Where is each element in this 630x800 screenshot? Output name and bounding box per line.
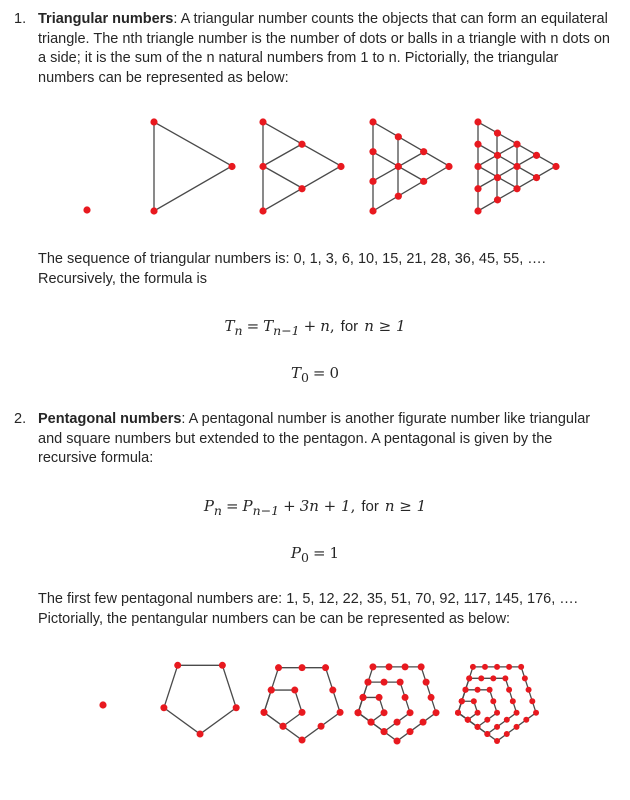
pentagon-4-dot <box>364 679 371 686</box>
formula-condition: n ≥ 1 <box>384 497 427 515</box>
base-symbol: P <box>290 544 301 562</box>
pentagon-3-dot <box>322 664 329 671</box>
triangle-4-dot <box>369 207 376 214</box>
pentagon-5-dot <box>484 717 490 723</box>
triangle-3-dot <box>298 185 305 192</box>
triangle-4-dot <box>420 148 427 155</box>
base-value: 0 <box>329 364 340 382</box>
formula-lhs-sub: n <box>213 503 222 518</box>
pentagon-5-dot <box>506 687 512 693</box>
pentagon-4-dot <box>407 709 414 716</box>
triangle-4-dot <box>395 193 402 200</box>
triangle-4-outline <box>373 122 449 211</box>
triangle-3-dot <box>298 141 305 148</box>
triangle-3-dot <box>259 163 266 170</box>
triangle-4-dot <box>369 118 376 125</box>
formula-lhs: P <box>203 497 214 515</box>
triangle-5-dot <box>513 163 520 170</box>
pentagon-5-dot <box>494 724 500 730</box>
pentagon-4-dot <box>433 709 440 716</box>
pentagon-5-dot <box>478 675 484 681</box>
pentagon-5-dot <box>482 664 488 670</box>
triangle-dots <box>83 118 559 214</box>
section-intro <box>38 410 614 469</box>
pentagon-3-dot <box>268 687 275 694</box>
pentagon-3-dot <box>261 709 268 716</box>
triangle-1-dot <box>83 206 90 213</box>
triangle-4-dot <box>369 178 376 185</box>
formula-plus-term: 3n + 1 <box>299 497 351 515</box>
pentagon-5-dot <box>490 698 496 704</box>
list-number: 2. <box>14 411 27 427</box>
base-symbol: T <box>290 364 301 382</box>
pentagon-3-dot <box>275 664 282 671</box>
formula-rhs-sub: n−1 <box>273 323 300 338</box>
pentagon-2-dot <box>160 704 167 711</box>
pentagon-5-dot <box>506 664 512 670</box>
pentagon-3-dot <box>291 687 298 694</box>
pentagon-3-dot <box>299 737 306 744</box>
formula-condition: n ≥ 1 <box>364 317 406 335</box>
triangular-formula: $T_n = T_{n-1} + n$, for n ≥ 1 <box>224 317 406 338</box>
pentagon-5-dot <box>494 738 500 744</box>
triangle-2-dot <box>150 118 157 125</box>
pentagon-3-dot <box>299 664 306 671</box>
section-term: Triangular numbers <box>38 11 174 27</box>
triangle-5-dot <box>513 141 520 148</box>
triangle-5-dot <box>494 152 501 159</box>
triangular-sequence: The sequence of triangular numbers is: 0, 1, 3, 6, 10, 15, 21, 28, 36, 45, 55, …. <box>38 251 546 267</box>
pentagon-5-dot <box>494 710 500 716</box>
formula-plus-term: n <box>320 317 330 335</box>
triangle-5-dot <box>474 163 481 170</box>
pentagon-5-dot <box>533 710 539 716</box>
triangle-4-dot <box>369 148 376 155</box>
pentagon-5-dot <box>502 675 508 681</box>
pentagonal-formula: $P_n = P_{n-1} + 3n + 1$, for n ≥ 1 <box>203 497 427 518</box>
triangle-3-dot <box>259 118 266 125</box>
pentagon-4-dot <box>402 694 409 701</box>
pentagon-5-dot <box>490 675 496 681</box>
pentagonal-sequence: The first few pentagonal numbers are: 1, 5, 12, 22, 35, 51, 70, 92, 117, 145, 176, …. <box>38 591 578 607</box>
pentagon-5-dot <box>455 710 461 716</box>
list-number: 1. <box>14 11 27 27</box>
pentagon-4-dot <box>360 694 367 701</box>
triangle-5-dot <box>533 174 540 181</box>
pentagon-5-dot <box>529 698 535 704</box>
pentagon-4-dot <box>369 663 376 670</box>
formula-rhs-term: T <box>263 317 274 335</box>
pentagon-2-dot <box>174 662 181 669</box>
formula-lhs-sub: n <box>234 323 243 338</box>
pentagon-5-dot <box>522 675 528 681</box>
pentagon-2-dot <box>233 704 240 711</box>
triangle-5-dot <box>474 118 481 125</box>
triangle-3-dot <box>337 163 344 170</box>
pentagon-4-dot <box>418 663 425 670</box>
triangle-5-dot <box>494 130 501 137</box>
pentagon-5-dot <box>526 687 532 693</box>
pentagon-4-dot <box>423 679 430 686</box>
section-term: Pentagonal numbers <box>38 411 182 427</box>
pentagon-4-dot <box>394 719 401 726</box>
pentagon-5-dot <box>475 724 481 730</box>
pentagon-3-dot <box>299 709 306 716</box>
triangle-3-inner <box>263 166 302 188</box>
pentagon-5-dot <box>514 710 520 716</box>
pentagonal-base-case: $P_0 = 1$ <box>290 544 340 565</box>
section-intro <box>38 10 614 88</box>
pentagon-5-dot <box>484 731 490 737</box>
pentagon-5-dot <box>504 731 510 737</box>
formula-condition-word: for <box>361 498 379 515</box>
section-intro-text: : A triangular number counts the objects that can form an equilateral triangle. The nth triangle number is the number of dots or balls in a triangle with n dots on a side; it is the sum of the n natural numbers from 1 to n. Pictorially, the triangular numbers can be represented as below: <box>38 11 610 86</box>
pentagon-3-dot <box>318 723 325 730</box>
pentagon-4-dot <box>394 738 401 745</box>
pentagon-4-dot <box>386 663 393 670</box>
triangle-4-dot <box>445 163 452 170</box>
formula-lhs: T <box>224 317 235 335</box>
triangle-5-dot <box>474 185 481 192</box>
base-value: 1 <box>329 544 340 562</box>
pentagon-2-dot <box>197 731 204 738</box>
pentagon-5-dot <box>462 687 468 693</box>
pentagon-5-dot <box>518 664 524 670</box>
triangle-3-inner <box>263 144 302 166</box>
pentagon-4-dot <box>381 679 388 686</box>
pentagon-5-dot <box>471 698 477 704</box>
pentagon-3-dot <box>280 723 287 730</box>
pentagon-4-dot <box>368 719 375 726</box>
pentagon-3-dot <box>337 709 344 716</box>
pentagon-2-ring <box>164 665 236 734</box>
pentagon-5-dot <box>466 675 472 681</box>
recursive-label: Recursively, the formula is <box>38 271 207 287</box>
pentagon-4-dot <box>407 728 414 735</box>
triangle-3-outline <box>263 122 341 211</box>
pentagon-4-dot <box>402 663 409 670</box>
pentagon-5-dot <box>475 687 481 693</box>
triangle-2-dot <box>228 163 235 170</box>
pentagon-1-dot <box>99 701 106 708</box>
pentagon-3-dot <box>329 687 336 694</box>
triangle-3-dot <box>259 207 266 214</box>
triangle-5-dot <box>474 207 481 214</box>
triangle-4-dot <box>395 163 402 170</box>
triangle-4-dot <box>395 133 402 140</box>
triangular-figure <box>0 110 630 225</box>
pentagon-5-dot <box>523 717 529 723</box>
pentagon-5-dot <box>494 664 500 670</box>
triangle-4-dot <box>420 178 427 185</box>
triangle-2-outline <box>154 122 232 211</box>
pentagon-4-ring <box>358 667 436 741</box>
pentagon-4-dot <box>420 719 427 726</box>
triangular-base-case: $T_0 = 0$ <box>290 364 340 385</box>
pentagon-4-dot <box>428 694 435 701</box>
pentagon-5-dot <box>510 698 516 704</box>
pentagon-5-dot <box>504 717 510 723</box>
formula-condition-word: for <box>340 318 359 335</box>
base-sub: 0 <box>300 370 309 385</box>
pentagon-4-dot <box>376 694 383 701</box>
pentagon-5-dot <box>459 698 465 704</box>
triangle-2-dot <box>150 207 157 214</box>
triangle-5-dot <box>552 163 559 170</box>
pentagon-4-dot <box>381 709 388 716</box>
pentagon-5-dot <box>470 664 476 670</box>
triangle-5-dot <box>513 185 520 192</box>
pentagon-3-ring <box>264 668 340 740</box>
pentagonal-figure <box>0 648 630 748</box>
triangle-5-dot <box>474 141 481 148</box>
triangle-5-dot <box>533 152 540 159</box>
pentagon-5-dot <box>475 710 481 716</box>
formula-rhs-sub: n−1 <box>252 503 280 518</box>
base-sub: 0 <box>301 550 309 565</box>
section-intro-text: : A pentagonal number is another figurate number like triangular and square numbers but extended to the pentagon. A pentagonal is given by the recursive formula: <box>38 411 591 466</box>
pentagon-5-dot <box>465 717 471 723</box>
pentagon-4-dot <box>381 728 388 735</box>
pentagon-2-dot <box>219 662 226 669</box>
pictorial-label: Pictorially, the pentangular numbers can be can be represented as below: <box>38 611 511 627</box>
formula-rhs-term: P <box>242 497 253 515</box>
pentagon-4-dot <box>397 679 404 686</box>
triangle-5-dot <box>494 174 501 181</box>
pentagon-4-dot <box>355 709 362 716</box>
triangle-5-dot <box>494 196 501 203</box>
pentagon-5-dot <box>487 687 493 693</box>
pentagon-5-dot <box>514 724 520 730</box>
